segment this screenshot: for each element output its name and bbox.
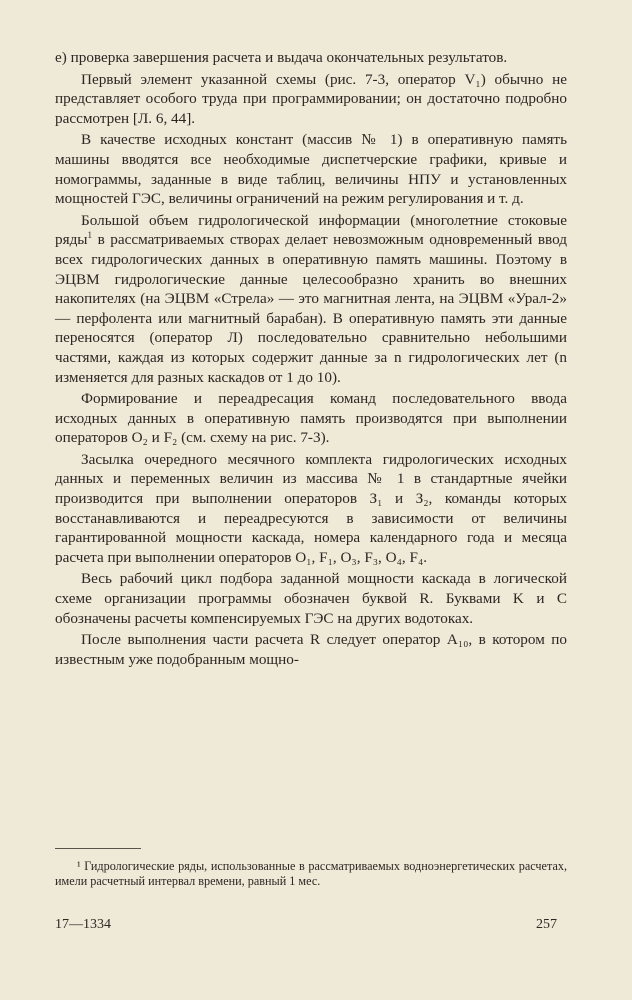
main-text <box>55 48 567 669</box>
paragraph-1: е) проверка завершения расчета и выдача окончательных результатов. <box>55 49 508 66</box>
paragraph-8: После выполнения части расчета R следует оператор A₁₀, в котором по известным уже подобранным мощно- <box>55 631 567 668</box>
paragraph-5: Формирование и переадресация команд последовательного ввода исходных данных в оперативную память производятся при выполнении операторов O₂ и F₂ (см. схему на рис. 7-3). <box>55 390 567 447</box>
paragraph-7: Весь рабочий цикл подбора заданной мощности каскада в логической схеме организации программы обозначен буквой R. Буквами K и C обозначены расчеты компенсируемых ГЭС на других водотоках. <box>55 570 567 627</box>
footnote-marker: 1 <box>87 230 93 241</box>
paragraph-2: Первый элемент указанной схемы (рис. 7-3, оператор V₁) обычно не представляет особого труда при программировании; он достаточно подробно рассмотрен [Л. 6, 44]. <box>55 70 567 127</box>
page-number: 257 <box>536 917 557 932</box>
footnote-divider <box>55 848 141 849</box>
paragraph-6: Засылка очередного месячного комплекта гидрологических исходных данных и переменных величин из массива № 1 в стандартные ячейки производится при выполнении операторов З₁ и З₂, команды которых восстанавливаются и переадресуются в зависимости от величины гарантированной мощности каскада, номера календарного года и месяца расчета при выполнении операторов O₁, F₁, O₃, F₃, O₄, F₄. <box>55 450 567 566</box>
footnote: ¹ Гидрологические ряды, использованные в рассматриваемых водноэнергетических расчетах, имели расчетный интервал времени, равный 1 мес. <box>55 859 567 889</box>
paragraph-4-start: Большой объем гидрологической информации (многолетние стоковые ряды <box>55 211 567 249</box>
printer-signature: 17—1334 <box>55 917 111 932</box>
paragraph-3: В качестве исходных констант (массив № 1) в оперативную память машины вводятся все необходимые диспетчерские графики, кривые и номограммы, заданные в виде таблиц, величины НПУ и установленных мощностей ГЭС, величины ограничений на режим регулирования и т. д. <box>55 131 567 208</box>
paragraph-4 <box>55 211 567 387</box>
paragraph-4-rest: в рассматриваемых створах делает невозможным одновременный ввод всех гидрологических данных в оперативную память машины. Поэтому в ЭЦВМ гидрологические данные целесообразно хранить во внешних накопителях (на ЭЦВМ «Стрела» — это магнитная лента, на ЭЦВМ «Урал-2» — перфолента или магнитный барабан). В оперативную память эти данные переносятся (оператор Л) последовательно сравнительно небольшими частями, каждая из которых содержит данные за n гидрологических лет (n изменяется для разных каскадов от 1 до 10). <box>55 231 567 386</box>
